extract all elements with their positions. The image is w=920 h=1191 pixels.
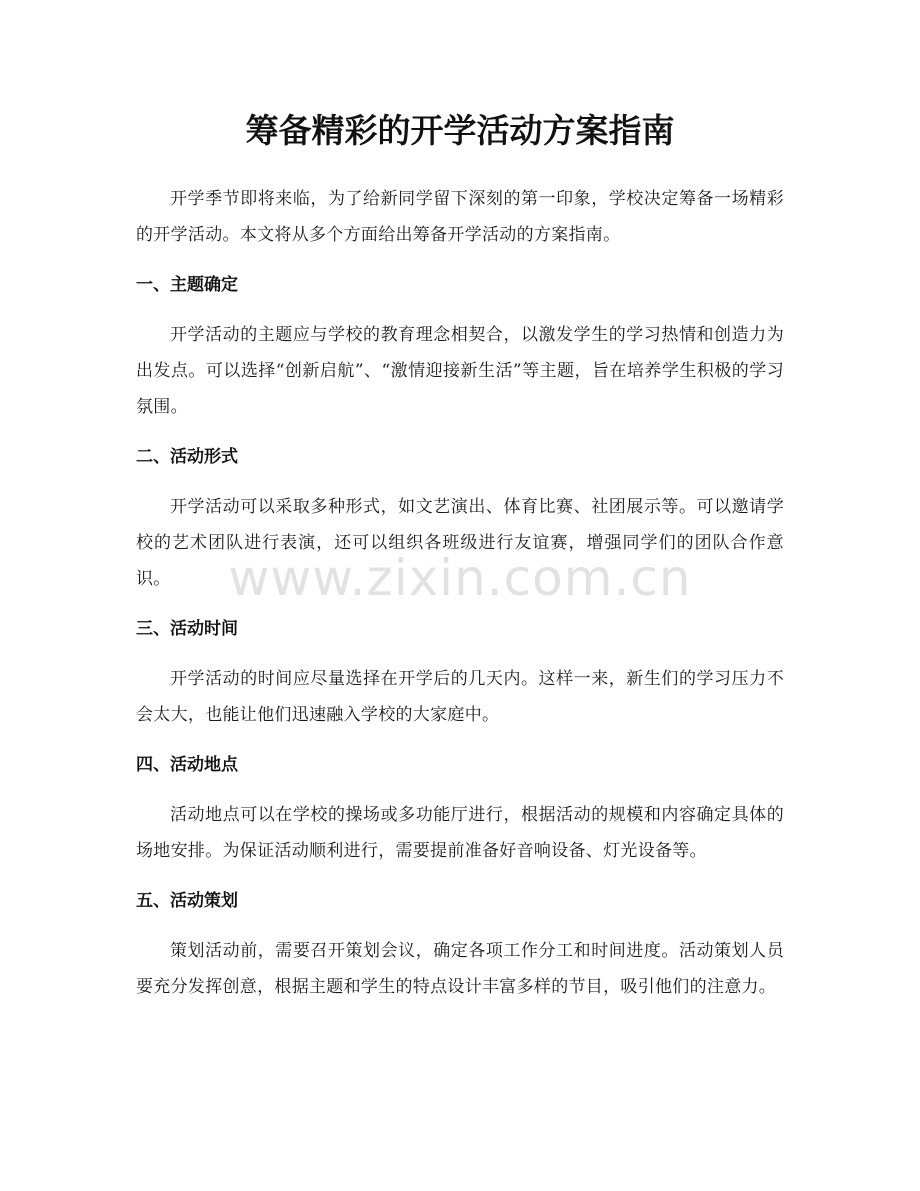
section-heading-time: 三、活动时间 bbox=[136, 619, 238, 639]
section-body-planning: 策划活动前，需要召开策划会议，确定各项工作分工和时间进度。活动策划人员要充分发挥创意，根据主题和学生的特点设计丰富多样的节目，吸引他们的注意力。 bbox=[136, 941, 784, 997]
section-heading-venue: 四、活动地点 bbox=[136, 755, 238, 775]
section-heading-format: 二、活动形式 bbox=[136, 447, 238, 467]
intro-paragraph: 开学季节即将来临，为了给新同学留下深刻的第一印象，学校决定筹备一场精彩的开学活动。本文将从多个方面给出筹备开学活动的方案指南。 bbox=[136, 189, 784, 245]
document-body bbox=[136, 181, 784, 1005]
section-heading-theme: 一、主题确定 bbox=[136, 275, 238, 295]
section-body-time: 开学活动的时间应尽量选择在开学后的几天内。这样一来，新生们的学习压力不会太大，也能让他们迅速融入学校的大家庭中。 bbox=[136, 669, 784, 725]
section-heading-planning: 五、活动策划 bbox=[136, 891, 238, 911]
watermark: www.zixin.com.cn bbox=[228, 549, 692, 607]
page-title: 筹备精彩的开学活动方案指南 bbox=[245, 111, 675, 150]
section-body-format: 开学活动可以采取多种形式，如文艺演出、体育比赛、社团展示等。可以邀请学校的艺术团队进行表演，还可以组织各班级进行友谊赛，增强同学们的团队合作意识。 bbox=[136, 497, 784, 589]
section-body-venue: 活动地点可以在学校的操场或多功能厅进行，根据活动的规模和内容确定具体的场地安排。为保证活动顺利进行，需要提前准备好音响设备、灯光设备等。 bbox=[136, 805, 784, 861]
section-body-theme: 开学活动的主题应与学校的教育理念相契合，以激发学生的学习热情和创造力为出发点。可以选择“创新启航”、“激情迎接新生活”等主题，旨在培养学生积极的学习氛围。 bbox=[136, 325, 784, 417]
